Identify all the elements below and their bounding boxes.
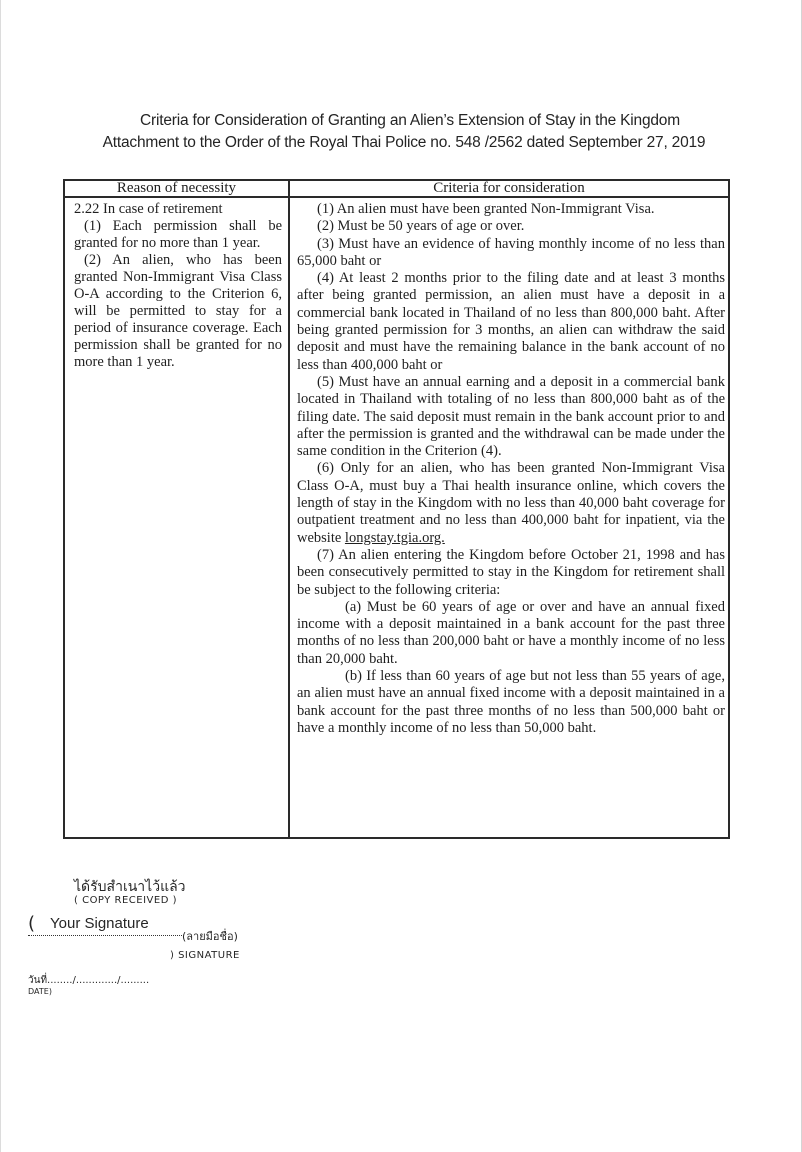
stamp-date-label: DATE): [28, 987, 52, 996]
criteria-item-7a: (a) Must be 60 years of age or over and have an annual fixed income with a deposit maintained in a bank account for the past three months of no less than 200,000 baht or have a monthly income of no less than 20,000 baht.: [297, 598, 725, 667]
stamp-copy-received: ( COPY RECEIVED ): [74, 895, 177, 906]
criteria-item-3: (3) Must have an evidence of having monthly income of no less than 65,000 baht or: [297, 235, 725, 269]
criteria-item-7b: (b) If less than 60 years of age but not less than 55 years of age, an alien must have an annual fixed income with a deposit maintained in a bank account for the past three months of no less than 500,000 baht or have a monthly income of no less than 50,000 baht.: [297, 668, 725, 736]
criteria-item-6-text: (6) Only for an alien, who has been granted Non-Immigrant Visa Class O-A, must buy a Thai health insurance online, which covers the length of stay in the Kingdom with no less than 40,000 baht coverage for outpatient treatment and no less than 400,000 baht for inpatient, via the website: [297, 460, 725, 546]
document-header: [0, 110, 802, 154]
reason-paragraph: (2) An alien, who has been granted Non-Immigrant Visa Class O-A according to the Criterion 6, will be permitted to stay for a period of insurance coverage. Each permission shall be granted for no more than 1 year.: [74, 252, 282, 370]
stamp-thai-received: ได้รับสำเนาไว้แล้ว: [74, 879, 186, 895]
criteria-item-7: (7) An alien entering the Kingdom before October 21, 1998 and has been consecutively permitted to stay in the Kingdom for retirement shall be subject to the following criteria:: [297, 546, 725, 598]
stamp-thai-signature: (ลายมือชื่อ): [182, 930, 238, 943]
stamp-date-line: วันที่......../............./.........: [28, 975, 150, 986]
criteria-item-4: (4) At least 2 months prior to the filing date and at least 3 months after being granted permission, an alien must have a deposit in a commercial bank located in Thailand of no less than 800,000 baht. After being granted permission for 3 months, an alien can withdraw the said deposit and must have the remaining balance in the bank account of no less than 400,000 baht or: [297, 270, 725, 373]
reason-heading: 2.22 In case of retirement: [74, 201, 223, 217]
criteria-item-2: (2) Must be 50 years of age or over.: [317, 218, 525, 235]
reason-column: [74, 201, 282, 371]
reason-paragraph: (1) Each permission shall be granted for no more than 1 year.: [74, 218, 282, 251]
column-divider: [288, 179, 290, 839]
criteria-column: [297, 201, 725, 737]
stamp-signature-label: ) SIGNATURE: [170, 950, 240, 961]
stamp-open-bracket: (: [28, 913, 36, 934]
signature-line: [28, 935, 182, 936]
criteria-item-6: [297, 460, 725, 546]
document-subtitle: Attachment to the Order of the Royal Thai Police no. 548 /2562 dated September 27, 2019: [102, 134, 706, 151]
document-title: Criteria for Consideration of Granting an Alien’s Extension of Stay in the Kingdom: [140, 112, 680, 129]
column-header-reason: Reason of necessity: [116, 180, 237, 196]
criteria-item-5: (5) Must have an annual earning and a deposit in a commercial bank located in Thailand with totaling of no less than 800,000 baht as of the filing date. The said deposit must remain in the bank account prior to and after the permission is granted and the withdrawal can be made under the same condition in the Criterion (4).: [297, 373, 725, 460]
website-link[interactable]: longstay.tgia.org.: [344, 529, 445, 546]
criteria-item-1: (1) An alien must have been granted Non-Immigrant Visa.: [317, 201, 655, 217]
column-header-criteria: Criteria for consideration: [433, 180, 585, 196]
signature-name: Your Signature: [50, 915, 149, 932]
header-row-divider: [63, 196, 730, 198]
